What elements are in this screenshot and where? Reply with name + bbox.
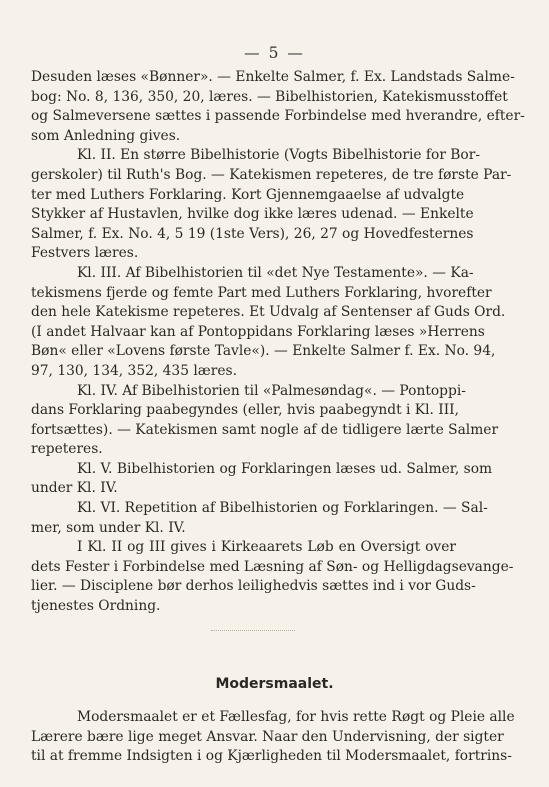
text-line: 97, 130, 134, 352, 435 læres.	[31, 362, 237, 379]
text-line: Kl. V. Bibelhistorien og Forklaringen læses ud. Salmer, som	[77, 460, 493, 477]
text-line: Festvers læres.	[31, 245, 139, 262]
text-line: I Kl. II og III gives i Kirkeaarets Løb en Oversigt over	[77, 539, 456, 556]
text-line: repeteres.	[31, 441, 103, 458]
text-line: ter med Luthers Forklaring. Kort Gjennemgaaelse af udvalgte	[31, 186, 465, 203]
text-line: Desuden læses «Bønner». — Enkelte Salmer, f. Ex. Landstads Salme-	[31, 69, 515, 85]
text-line: lier. — Disciplene bør derhos leilighedvis sættes ind i vor Guds-	[31, 578, 476, 595]
text-line: Lærere bære lige meget Ansvar. Naar den Undervisning, der sigter	[31, 728, 504, 745]
text-line: fortsættes). — Katekismen samt nogle af de tidligere lærte Salmer	[31, 421, 499, 438]
text-line: (I andet Halvaar kan af Pontoppidans Forklaring læses »Herrens	[31, 323, 485, 340]
text-line: som Anledning gives.	[31, 127, 181, 144]
text-line: Stykker af Hustavlen, hvilke dog ikke læres udenad. — Enkelte	[31, 206, 474, 223]
religion-section-text	[31, 68, 525, 617]
text-line: Salmer, f. Ex. No. 4, 5 19 (1ste Vers), 26, 27 og Hovedfesternes	[31, 225, 474, 242]
text-line: gerskoler) til Ruth's Bog. — Katekismen repeteres, de tre første Par-	[31, 166, 512, 183]
text-line: Kl. III. Af Bibelhistorien til «det Nye Testamente». — Ka-	[77, 264, 474, 281]
text-line: Modersmaalet er et Fællesfag, for hvis rette Røgt og Pleie alle	[77, 709, 515, 725]
text-line: dets Fester i Forbindelse med Læsning af Søn- og Helligdagsevange-	[31, 558, 514, 575]
text-line: til at fremme Indsigten i og Kjærligheden til Modersmaalet, fortrins-	[31, 748, 512, 765]
text-line: Bøn« eller «Lovens første Tavle«). — Enkelte Salmer f. Ex. No. 94,	[31, 343, 496, 360]
text-line: tjenestes Ordning.	[31, 598, 161, 615]
text-line: mer, som under Kl. IV.	[31, 519, 186, 536]
text-line: Kl. II. En større Bibelhistorie (Vogts Bibelhistorie for Bor-	[77, 147, 480, 164]
text-line: under Kl. IV.	[31, 480, 118, 497]
text-line: tekismens fjerde og femte Part med Luthers Forklaring, hvorefter	[31, 284, 492, 301]
text-line: Kl. IV. Af Bibelhistorien til «Palmesøndag«. — Pontoppi-	[77, 382, 466, 399]
text-line: og Salmeversene sættes i passende Forbindelse med hverandre, efter-	[31, 108, 525, 125]
section-heading: Modersmaalet.	[215, 676, 334, 692]
modersmaalet-section-text	[31, 708, 515, 767]
text-line: Kl. VI. Repetition af Bibelhistorien og Forklaringen. — Sal-	[77, 500, 488, 517]
page-number: — 5 —	[244, 44, 305, 62]
text-line: dans Forklaring paabegyndes (eller, hvis paabegyndt i Kl. III,	[31, 402, 460, 419]
text-line: den hele Katekisme repeteres. Et Udvalg af Sentenser af Guds Ord.	[31, 304, 506, 321]
text-line: bog: No. 8, 136, 350, 20, læres. — Bibelhistorien, Katekismusstoffet	[31, 88, 508, 105]
section-divider	[211, 630, 295, 631]
